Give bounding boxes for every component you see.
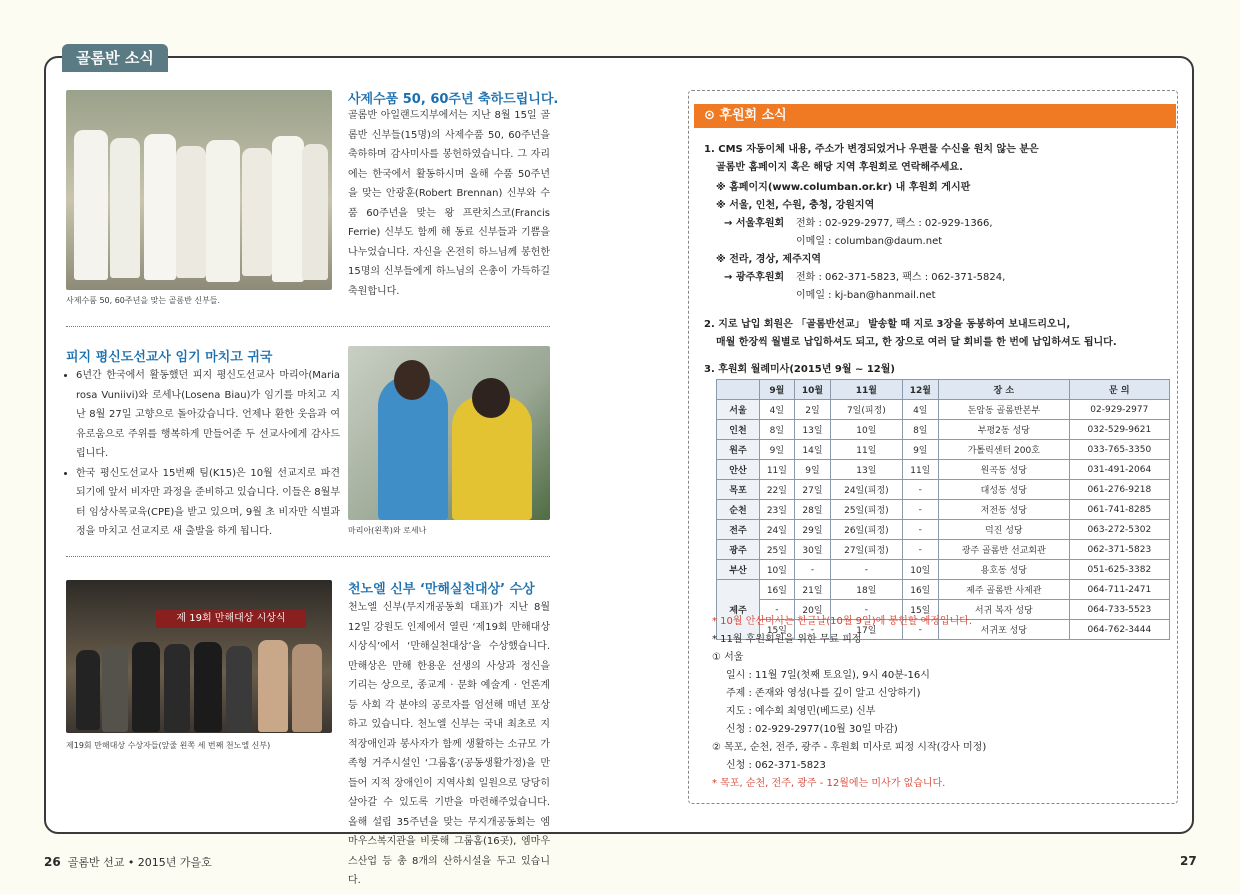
note-anshan: * 10월 안산미사는 한글날(10월 9일)에 봉헌할 예정입니다.: [712, 616, 973, 627]
homepage-line: ※ 홈페이지(www.columban.or.kr) 내 후원회 게시판: [716, 182, 971, 193]
table-cell: 25일(피정): [831, 500, 902, 520]
table-cell: 8일: [760, 420, 795, 440]
table-cell: 28일: [794, 500, 830, 520]
table-cell: 063-272-5302: [1069, 520, 1169, 540]
gwangju-office-email: 이메일 : kj-ban@hanmail.net: [796, 290, 936, 301]
article2-bullet: • 6년간 한국에서 활동했던 피지 평신도선교사 마리아(Maria rosa Vuniivi)와 로세나(Losena Biau)가 임기를 마치고 지난 8월 27일 고향으로 돌아갔습니다. 언제나 환한 웃음과 여유로움으로 주위를 행복하게 만들어준 두 선교사에게 감사드립니다.: [76, 366, 340, 464]
table-cell: 서귀 복자 성당: [938, 600, 1069, 620]
city-cell: 목포: [717, 480, 760, 500]
table-cell: -: [902, 480, 938, 500]
footer-right: [1180, 854, 1197, 868]
table-cell: -: [831, 600, 902, 620]
page-number-right: 27: [1180, 854, 1197, 868]
news-title-bar: ⊙ 후원회 소식: [694, 104, 1176, 128]
table-cell: 30일: [794, 540, 830, 560]
table-row: [717, 460, 1170, 480]
missionaries-photo: [348, 346, 550, 520]
priests-caption: 사제수품 50, 60주년을 맞는 골롬반 신부들.: [66, 296, 221, 305]
table-row: [717, 520, 1170, 540]
table-cell: 대성동 성당: [938, 480, 1069, 500]
table-row: [717, 440, 1170, 460]
item2-line1: 2. 지로 납입 회원은 「골롬반선교」 발송할 때 지로 3장을 동봉하여 보내드리오니,: [704, 319, 1071, 330]
seoul-retreat-line: 일시 : 11월 7일(첫째 토요일), 9시 40분-16시: [726, 670, 930, 681]
table-row: [717, 560, 1170, 580]
table-cell: 제주 골롬반 사제관: [938, 580, 1069, 600]
table-cell: 26일(피정): [831, 520, 902, 540]
table-cell: 9일: [902, 440, 938, 460]
seoul-retreat-line: 신청 : 02-929-2977(10월 30일 마감): [726, 724, 898, 735]
table-cell: 10일: [760, 560, 795, 580]
page-number-left: 26: [44, 855, 61, 869]
city-cell: 순천: [717, 500, 760, 520]
table-cell: 29일: [794, 520, 830, 540]
table-cell: 15일: [760, 620, 795, 640]
table-header-cell: 12월: [902, 380, 938, 400]
table-cell: 14일: [794, 440, 830, 460]
table-row: [717, 400, 1170, 420]
article3-headline: 천노엘 신부 ‘만해실천대상’ 수상: [348, 582, 535, 597]
table-cell: -: [902, 620, 938, 640]
city-cell: 인천: [717, 420, 760, 440]
article2-body: [66, 366, 340, 542]
table-cell: 11일: [831, 440, 902, 460]
seoul-office-email: 이메일 : columban@daum.net: [796, 236, 943, 247]
table-cell: 27일(피정): [831, 540, 902, 560]
seoul-office-name: → 서울후원회: [724, 218, 785, 229]
table-cell: 4일: [902, 400, 938, 420]
table-cell: 돈암동 골롬반본부: [938, 400, 1069, 420]
divider: [66, 326, 550, 327]
table-cell: 031-491-2064: [1069, 460, 1169, 480]
divider: [66, 556, 550, 557]
table-cell: 서귀포 성당: [938, 620, 1069, 640]
table-row: [717, 580, 1170, 600]
seoul-retreat-line: 주제 : 존재와 영성(나를 깊이 알고 신앙하기): [726, 688, 921, 699]
table-header-cell: 10월: [794, 380, 830, 400]
item3-heading: 3. 후원회 월례미사(2015년 9월 ~ 12월): [704, 364, 895, 375]
table-header-cell: 문 의: [1069, 380, 1169, 400]
seoul-retreat-title: ① 서울: [712, 652, 744, 663]
article2-headline: 피지 평신도선교사 임기 마치고 귀국: [66, 350, 273, 365]
award-banner: 제 19회 만해대상 시상식: [156, 610, 306, 628]
table-cell: 064-711-2471: [1069, 580, 1169, 600]
award-photo: [66, 580, 332, 733]
city-cell: 제주: [717, 580, 760, 640]
table-row: [717, 480, 1170, 500]
gwangju-office-phone: 전화 : 062-371-5823, 팩스 : 062-371-5824,: [796, 272, 1006, 283]
table-cell: 10일: [831, 420, 902, 440]
table-row: [717, 420, 1170, 440]
table-cell: 7일(피정): [831, 400, 902, 420]
item2-line2: 매월 한장씩 월별로 납입하셔도 되고, 한 장으로 여러 달 회비를 한 번에 납입하셔도 됩니다.: [716, 337, 1117, 348]
city-cell: 부산: [717, 560, 760, 580]
table-cell: 4일: [760, 400, 795, 420]
table-cell: 22일: [760, 480, 795, 500]
table-cell: 061-741-8285: [1069, 500, 1169, 520]
south-retreat-title: ② 목포, 순천, 전주, 광주 - 후원회 미사로 피정 시작(강사 미정): [712, 742, 987, 753]
section-tab: 골롬반 소식: [62, 44, 168, 72]
seoul-retreat-line: 지도 : 예수회 최영민(베드로) 신부: [726, 706, 876, 717]
article2-bullet: • 한국 평신도선교사 15번째 팀(K15)은 10월 선교지로 파견되기에 앞서 비자만 과정을 준비하고 있습니다. 이들은 8월부터 임상사목교육(CPE)을 받고 있으며, 9월 초 비자만 식별과정을 마치고 선교지로 새 출발을 하게 됩니다.: [76, 464, 340, 542]
city-cell: 광주: [717, 540, 760, 560]
city-cell: 전주: [717, 520, 760, 540]
table-cell: 064-733-5523: [1069, 600, 1169, 620]
table-cell: 18일: [831, 580, 902, 600]
table-header-cell: 11월: [831, 380, 902, 400]
table-cell: 21일: [794, 580, 830, 600]
table-cell: 20일: [794, 600, 830, 620]
mass-schedule-table: [716, 379, 1170, 640]
table-cell: 11일: [760, 460, 795, 480]
table-cell: 16일: [760, 580, 795, 600]
table-cell: 13일: [831, 460, 902, 480]
table-cell: 10일: [902, 560, 938, 580]
table-cell: 9일: [794, 460, 830, 480]
table-cell: -: [760, 600, 795, 620]
table-cell: 033-765-3350: [1069, 440, 1169, 460]
missionaries-caption: 마리아(왼쪽)와 로세나: [348, 526, 427, 535]
gwangju-office-name: → 광주후원회: [724, 272, 785, 283]
news-title: 후원회 소식: [719, 108, 787, 123]
table-cell: 051-625-3382: [1069, 560, 1169, 580]
table-row: [717, 500, 1170, 520]
table-cell: 17일: [831, 620, 902, 640]
table-cell: -: [902, 500, 938, 520]
table-cell: 27일: [794, 480, 830, 500]
table-cell: 광주 골롬반 선교회관: [938, 540, 1069, 560]
table-cell: 가톨릭센터 200호: [938, 440, 1069, 460]
table-cell: 8일: [902, 420, 938, 440]
table-cell: -: [902, 540, 938, 560]
table-cell: 9일: [760, 440, 795, 460]
city-cell: 안산: [717, 460, 760, 480]
table-header-cell: 장 소: [938, 380, 1069, 400]
table-header-row: [717, 380, 1170, 400]
note-retreat: * 11월 후원회원을 위한 무료 피정: [712, 634, 862, 645]
seoul-office-phone: 전화 : 02-929-2977, 팩스 : 02-929-1366,: [796, 218, 993, 229]
table-cell: 2일: [794, 400, 830, 420]
table-header-cell: 9월: [760, 380, 795, 400]
table-cell: 24일: [760, 520, 795, 540]
table-cell: 부평2동 성당: [938, 420, 1069, 440]
city-cell: 원주: [717, 440, 760, 460]
article1-headline: 사제수품 50, 60주년 축하드립니다.: [348, 92, 559, 107]
table-cell: 064-762-3444: [1069, 620, 1169, 640]
award-caption: 제19회 만해대상 수상자들(앞줄 왼쪽 세 번째 천노엘 신부): [66, 741, 271, 750]
table-cell: 저전동 성당: [938, 500, 1069, 520]
table-cell: 15일: [902, 600, 938, 620]
table-cell: 02-929-2977: [1069, 400, 1169, 420]
table-cell: -: [794, 620, 830, 640]
table-cell: 13일: [794, 420, 830, 440]
priests-photo: [66, 90, 332, 290]
table-cell: 061-276-9218: [1069, 480, 1169, 500]
south-retreat-apply: 신청 : 062-371-5823: [726, 760, 826, 771]
article3-body-part: 천노엘 신부(무지개공동회 대표)가 지난 8월 12일 강원도 인제에서 열린 ‘제19회 만해대상 시상식’에서 ‘만해실천대상’을 수상했습니다. 만해상은 만해 한용운 선생의 사상과 정신을 기리는 상으로, 종교계 · 문화 예술계 · 언론계 등 사회 각 분야의 공로자를 엄선해 매년 포상하고 있습니다. 천노엘 신부는 국내 최초로 지적장애인과 봉사자가 함께 생활하는 소규모 가족형 거주시설인 ‘그룹홈’(공동생활가정)을 만들어 지적 장애인이 지역사회 일원으로 당당히 살아갈 수 있도록 기반을 마련해주었습니다. 올해 설립 35주년을 맞는 무지개공동회는 엠마우스복지관을 비롯해 그룹홈(16곳), 엠마우스산업 등 총 8개의 산하시설을 두고 있습니다.: [348, 602, 550, 886]
table-cell: 23일: [760, 500, 795, 520]
table-cell: 24일(피정): [831, 480, 902, 500]
table-cell: 원곡동 성당: [938, 460, 1069, 480]
table-cell: -: [902, 520, 938, 540]
item1-heading: 1. CMS 자동이체 내용, 주소가 변경되었거나 우편물 수신을 원치 않는 분은: [704, 144, 1039, 155]
table-cell: -: [831, 560, 902, 580]
region1-line: ※ 서울, 인천, 수원, 충청, 강원지역: [716, 200, 875, 211]
table-cell: 11일: [902, 460, 938, 480]
table-cell: 062-371-5823: [1069, 540, 1169, 560]
table-cell: 032-529-9621: [1069, 420, 1169, 440]
region2-line: ※ 전라, 경상, 제주지역: [716, 254, 822, 265]
table-cell: 덕진 성당: [938, 520, 1069, 540]
table-cell: -: [794, 560, 830, 580]
item1-sub: 골롬반 홈페이지 혹은 해당 지역 후원회로 연락해주세요.: [716, 162, 963, 173]
table-header-cell: [717, 380, 760, 400]
table-row: [717, 540, 1170, 560]
footer-left: [44, 854, 212, 870]
article1-body: 골롬반 아일랜드지부에서는 지난 8월 15일 골롬반 신부들(15명)의 사제수품 50, 60주년을 축하하며 감사미사를 봉헌하였습니다. 그 자리에는 한국에서 활동하시며 올해 수품 50주년을 맞는 안광훈(Robert Brennan) 신부와 수품 60주년을 맞는 왕 프란치스코(Francis Ferrie) 신부도 함께 해 동료 신부들과 기쁨을 나누었습니다. 자신을 온전히 하느님께 봉헌한 15명의 신부들에게 하느님의 은총이 가득하길 축원합니다.: [348, 110, 550, 297]
city-cell: 서울: [717, 400, 760, 420]
table-cell: 용호동 성당: [938, 560, 1069, 580]
footer-title: 골롬반 선교 • 2015년 가을호: [67, 856, 212, 869]
table-cell: 25일: [760, 540, 795, 560]
table-cell: 16일: [902, 580, 938, 600]
south-retreat-note: * 목포, 순천, 전주, 광주 - 12월에는 미사가 없습니다.: [712, 778, 946, 789]
